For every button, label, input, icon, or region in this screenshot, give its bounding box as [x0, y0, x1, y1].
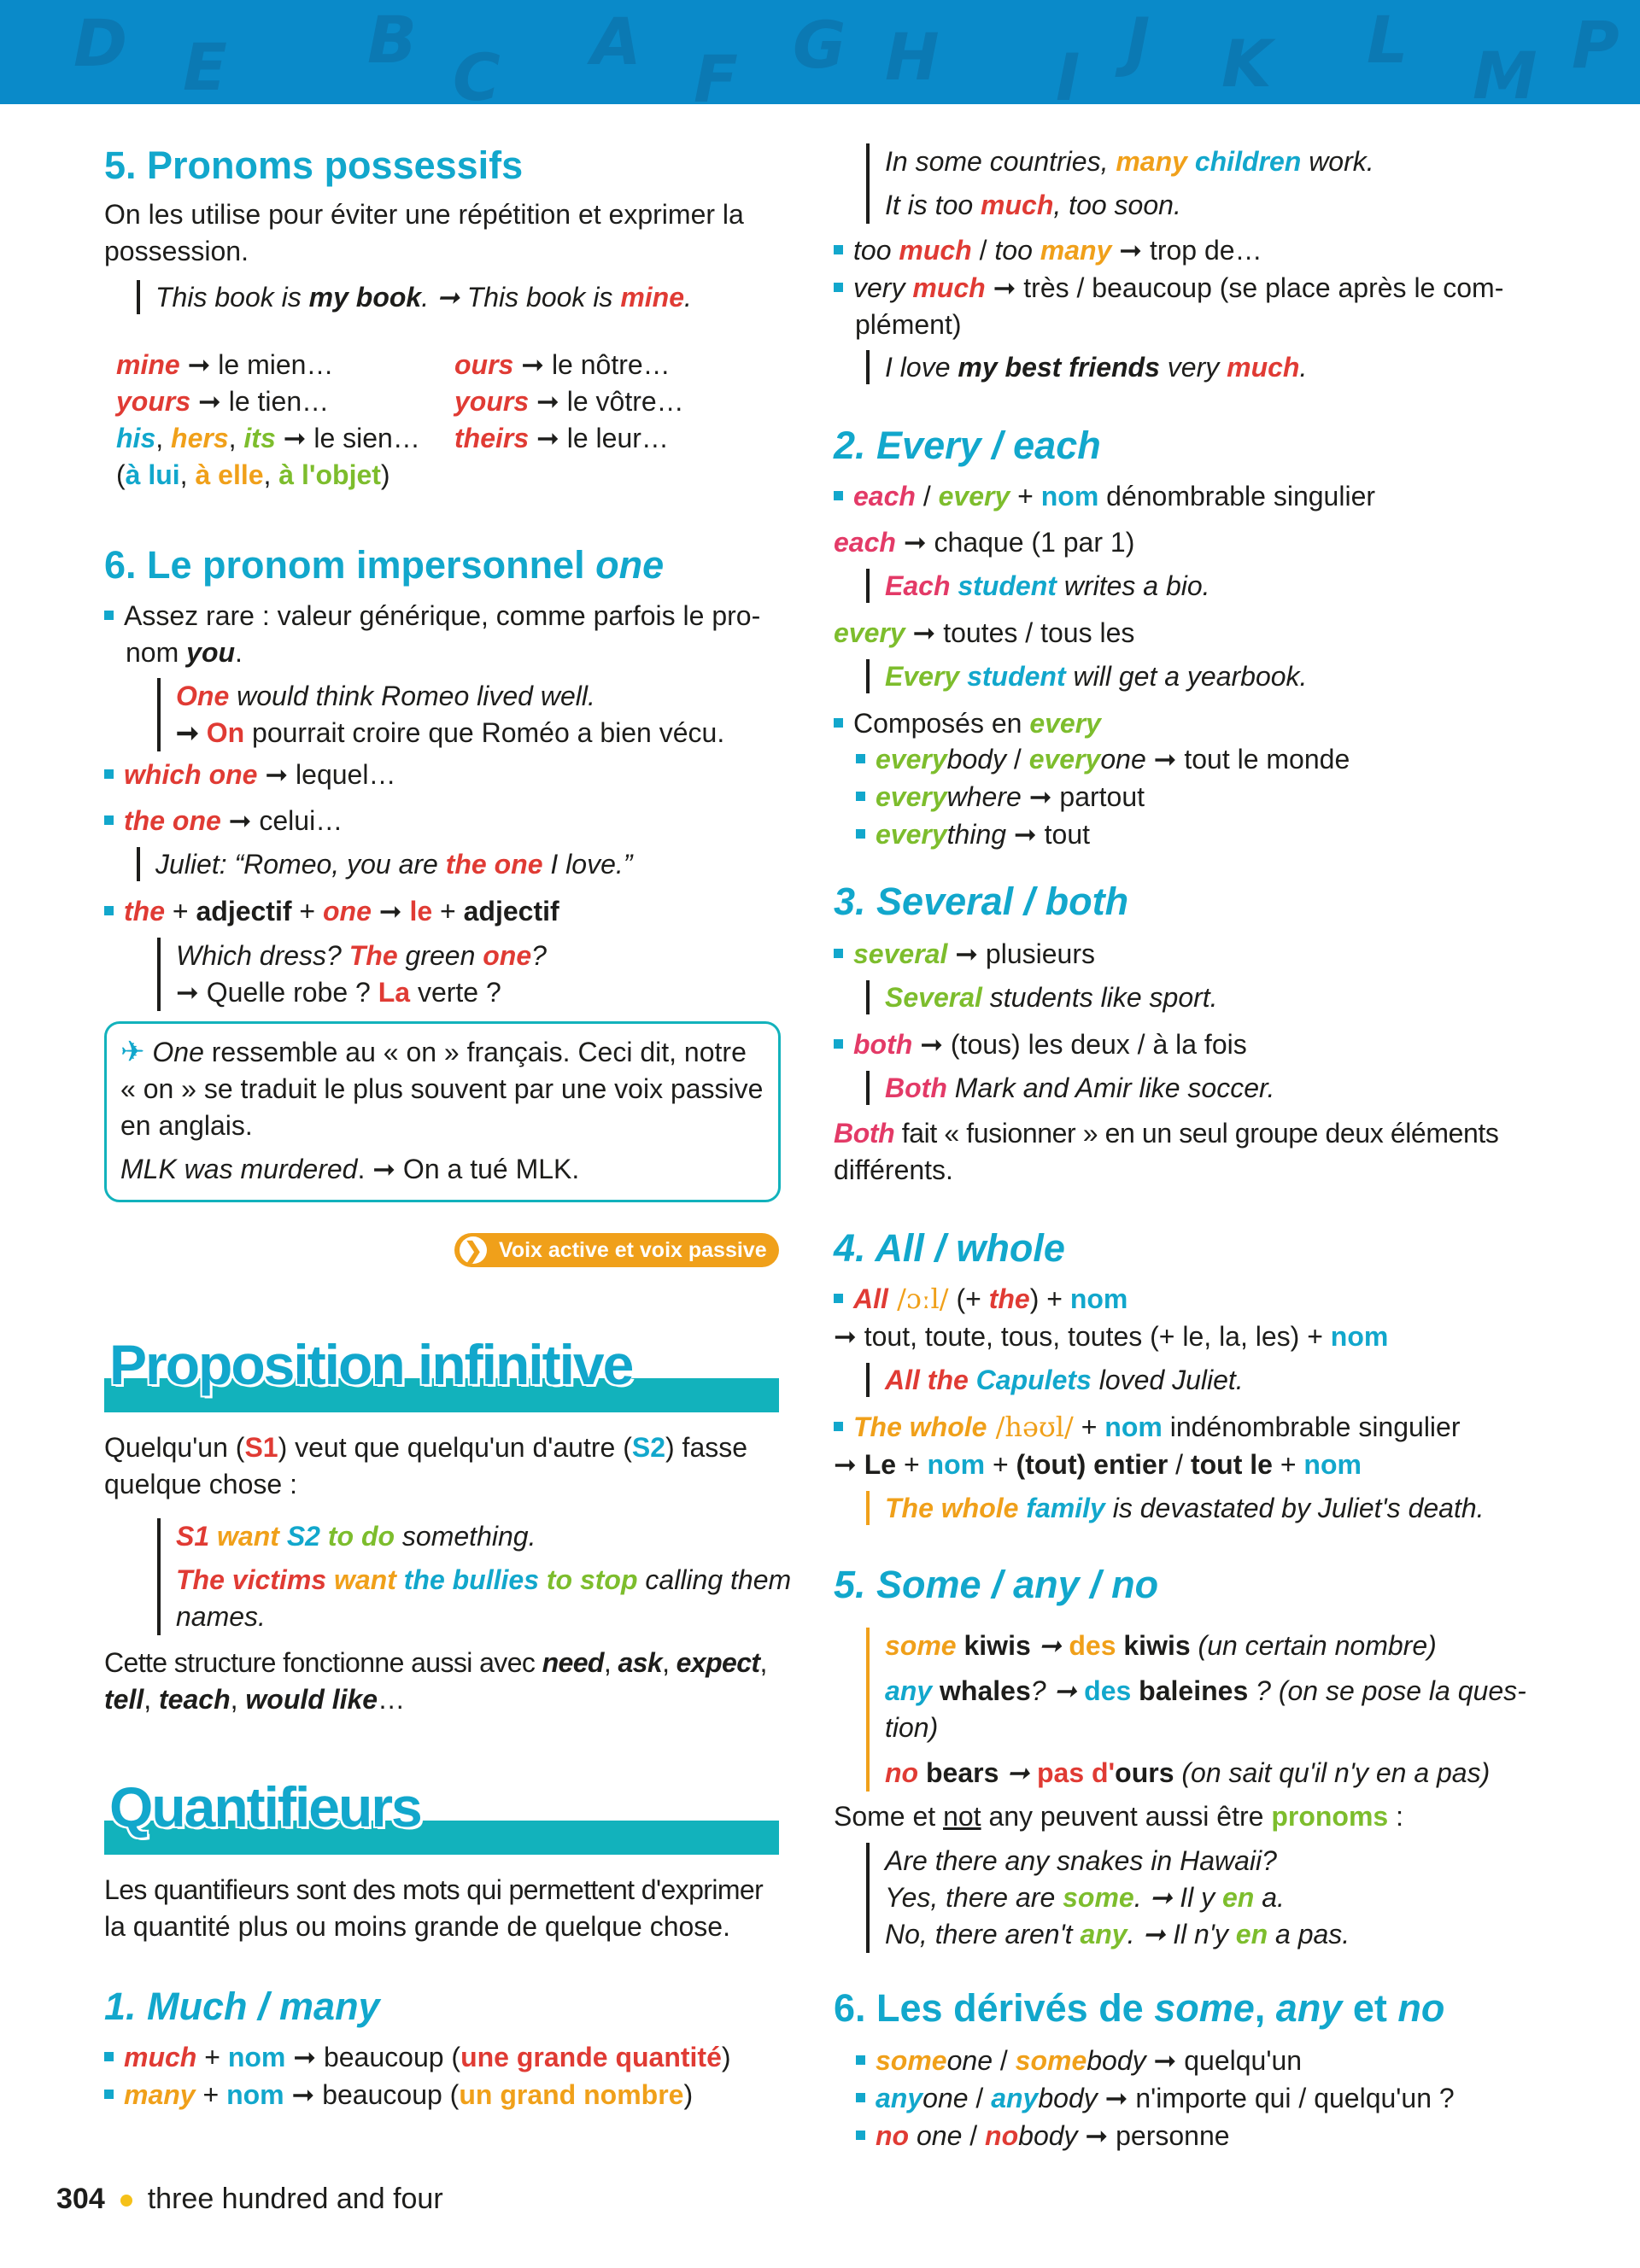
- all-translation: ➞ tout, toute, tous, toutes (+ le, la, les) + nom: [834, 1321, 1389, 1352]
- table-row: his, hers, its ➞ le sien…: [116, 423, 420, 453]
- banner-letter: P: [1572, 7, 1620, 83]
- both-note: Both fait « fusionner » en un seul groupe deux éléments différents.: [834, 1118, 1499, 1185]
- banner-letter: A: [591, 3, 641, 79]
- infinitive-intro: Quelqu'un (S1) veut que quelqu'un d'autre (S2) fasse quelque chose :: [104, 1432, 748, 1499]
- compound-everybody: everybody / everyone ➞ tout le monde: [856, 741, 1350, 778]
- note-box: [104, 1021, 781, 1202]
- section-title-all-whole: 4. All / whole: [834, 1226, 1065, 1270]
- section-title-possessive-pronouns: 5. Pronoms possessifs: [104, 143, 524, 187]
- table-row: theirs ➞ le leur…: [454, 423, 669, 453]
- possessive-intro: On les utilise pour éviter une répétition et exprimer la possession.: [104, 199, 744, 266]
- banner-letter: G: [793, 7, 846, 83]
- which-one-bullet: which one ➞ lequel…: [104, 757, 395, 793]
- much-many-examples: In some countries, many children work. It is too much, too soon.: [866, 143, 1374, 224]
- table-row: ours ➞ le nôtre…: [454, 349, 671, 380]
- banner-letter: L: [1367, 2, 1409, 78]
- the-one-example: Juliet: “Romeo, you are the one I love.”: [137, 847, 632, 881]
- every-definition: every ➞ toutes / tous les: [834, 617, 1135, 648]
- much-bullet: much + nom ➞ beaucoup (une grande quantité): [104, 2039, 731, 2076]
- compound-everything: everything ➞ tout: [856, 816, 1090, 853]
- each-every-rule: each / every + nom dénombrable singulier: [834, 478, 1375, 515]
- infinitive-also: Cette structure fonctionne aussi avec need, ask, expect, tell, teach, would like…: [104, 1647, 767, 1715]
- banner-letter: M: [1473, 38, 1538, 104]
- chevron-right-icon: ❯: [460, 1236, 487, 1264]
- section-title-several-both: 3. Several / both: [834, 880, 1129, 923]
- the-adjective-one-rule: the + adjectif + one ➞ le + adjectif: [104, 893, 559, 930]
- table-row: (à lui, à elle, à l'objet): [116, 459, 390, 490]
- banner-letter: C: [453, 39, 501, 104]
- note-content: ✈ One ressemble au « on » français. Ceci dit, notre « on » se traduit le plus souvent par une voix passive en anglais. MLK was murdered. ➞ On a tué MLK.: [120, 1036, 764, 1184]
- section-header-infinitive: Proposition infinitive: [109, 1333, 633, 1396]
- voice-link-label: Voix active et voix passive: [499, 1238, 767, 1262]
- voice-link-button[interactable]: [454, 1233, 779, 1267]
- derived-some: someone / somebody ➞ quelqu'un: [856, 2043, 1302, 2079]
- hawaii-examples: Are there any snakes in Hawaii? Yes, there are some. ➞ Il y en a. No, there aren't any. ➞ Il n'y en a pas.: [866, 1843, 1350, 1953]
- quantifiers-intro: Les quantifieurs sont des mots qui permettent d'exprimer la quantité plus ou moins grande de quelque chose.: [104, 1874, 764, 1942]
- some-any-no-examples: some kiwis ➞ des kiwis (un certain nombre) any whales? ➞ des baleines ? (on se pose la ques- tion) no bears ➞ pas d'ours (on sait qu'il n'y en a pas): [866, 1628, 1517, 1792]
- very-much-bullet: very much ➞ très / beaucoup (se place après le com- plément): [834, 270, 1517, 343]
- banner-letter: B: [367, 2, 417, 78]
- table-row: yours ➞ le vôtre…: [454, 386, 684, 417]
- both-example: Both Mark and Amir like soccer.: [866, 1071, 1274, 1105]
- possessive-example: This book is my book. ➞ This book is mine.: [137, 280, 692, 314]
- the-one-bullet: the one ➞ celui…: [104, 803, 343, 839]
- infinitive-examples: S1 want S2 to do something. The victims want the bullies to stop calling them names.: [157, 1518, 791, 1635]
- too-much-bullet: too much / too many ➞ trop de…: [834, 232, 1262, 269]
- several-example: Several students like sport.: [866, 980, 1218, 1014]
- whole-rule: The whole /həʊl/ + nom indénombrable singulier: [834, 1409, 1460, 1446]
- section-header-quantifiers: Quantifieurs: [109, 1775, 421, 1838]
- banner-letter: K: [1221, 26, 1272, 102]
- every-example: Every student will get a yearbook.: [866, 659, 1307, 693]
- very-much-example: I love my best friends very much.: [866, 350, 1307, 384]
- both-bullet: both ➞ (tous) les deux / à la fois: [834, 1026, 1247, 1063]
- whole-example: The whole family is devastated by Juliet's death.: [866, 1491, 1485, 1525]
- banner-letter: I: [1056, 39, 1081, 104]
- page-number-words: three hundred and four: [147, 2183, 443, 2215]
- plane-icon: ✈: [120, 1036, 145, 1068]
- table-row: yours ➞ le tien…: [116, 386, 330, 417]
- which-dress-example: Which dress? The green one? ➞ Quelle robe ? La verte ?: [157, 938, 547, 1011]
- section-title-much-many: 1. Much / many: [104, 1984, 380, 2028]
- each-example: Each student writes a bio.: [866, 569, 1210, 603]
- banner-letter: F: [694, 41, 738, 104]
- section-title-derived: 6. Les dérivés de some, any et no: [834, 1986, 1445, 2030]
- footer-dot: [120, 2195, 132, 2207]
- compound-everywhere: everywhere ➞ partout: [856, 779, 1145, 815]
- banner-letter: E: [183, 29, 227, 104]
- whole-translation: ➞ Le + nom + (tout) entier / tout le + nom: [834, 1449, 1362, 1480]
- section-title-some-any-no: 5. Some / any / no: [834, 1563, 1159, 1606]
- banner-letter: D: [73, 5, 128, 81]
- many-bullet: many + nom ➞ beaucoup (un grand nombre): [104, 2077, 693, 2113]
- impersonal-bullet-1: Assez rare : valeur générique, comme parfois le pro- nom you.: [104, 598, 788, 671]
- every-compounds-bullet: Composés en every: [834, 705, 1101, 742]
- all-example: All the Capulets loved Juliet.: [866, 1363, 1244, 1397]
- alphabet-banner: [0, 0, 1640, 104]
- all-rule: All /ɔːl/ (+ the) + nom: [834, 1281, 1128, 1318]
- impersonal-example-1: One would think Romeo lived well. ➞ On pourrait croire que Roméo a bien vécu.: [157, 678, 724, 751]
- page-number: 304: [56, 2183, 105, 2215]
- several-bullet: several ➞ plusieurs: [834, 936, 1095, 973]
- derived-any: anyone / anybody ➞ n'importe qui / quelqu'un ?: [856, 2080, 1455, 2117]
- page-footer: [56, 2183, 443, 2216]
- each-definition: each ➞ chaque (1 par 1): [834, 527, 1135, 558]
- banner-letter: J: [1126, 3, 1151, 79]
- pronouns-note: Some et not any peuvent aussi être pronoms :: [834, 1801, 1403, 1832]
- derived-no: no one / nobody ➞ personne: [856, 2118, 1230, 2154]
- section-title-every-each: 2. Every / each: [834, 424, 1101, 467]
- section-title-impersonal-one: 6. Le pronom impersonnel one: [104, 543, 665, 587]
- table-row: mine ➞ le mien…: [116, 349, 334, 380]
- banner-letter: H: [885, 19, 940, 95]
